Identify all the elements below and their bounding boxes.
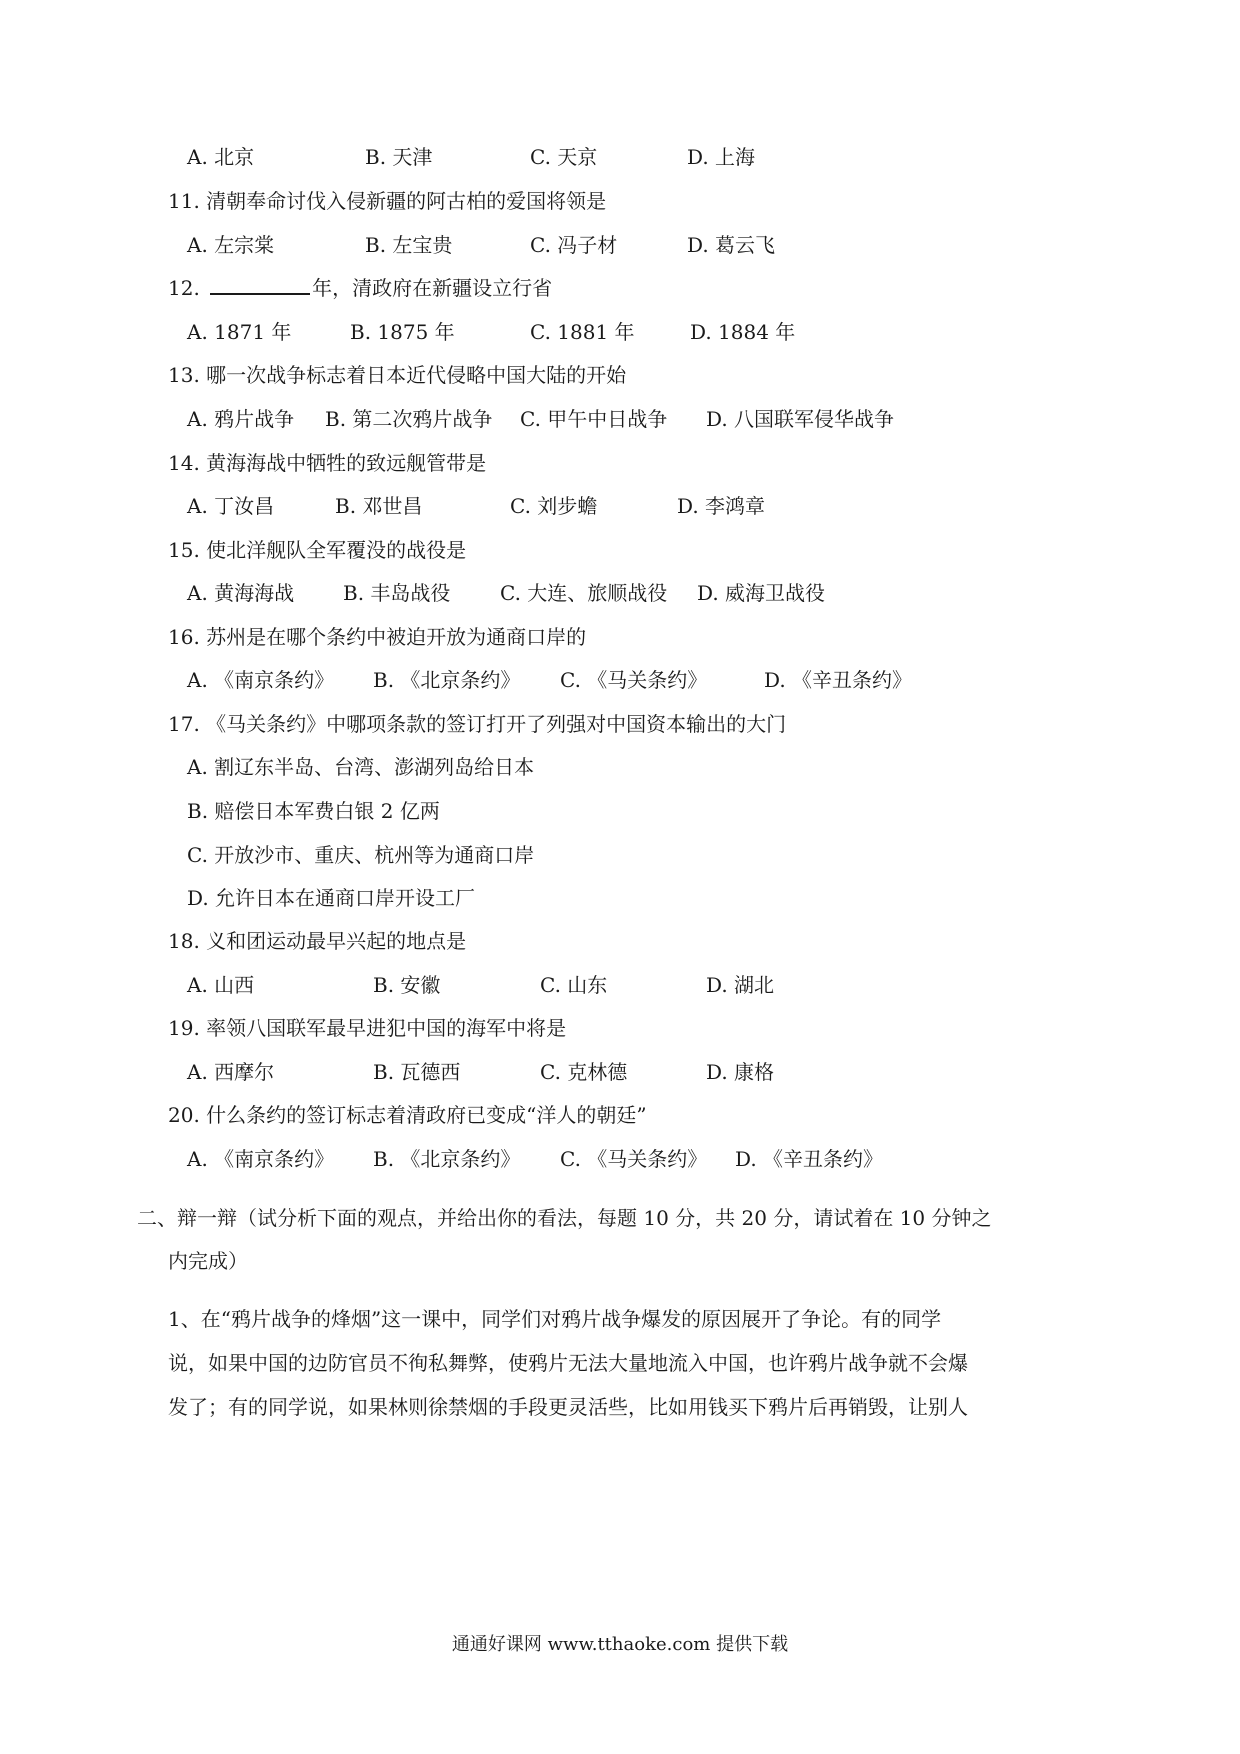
option-c: C. 克林德 (540, 1060, 628, 1084)
question-19-options (0, 1059, 1240, 1085)
option-d: D. 《辛丑条约》 (735, 1147, 884, 1171)
question-16-options (0, 667, 1240, 693)
option-b: B. 丰岛战役 (343, 581, 451, 605)
question-19-stem: 19. 率领八国联军最早进犯中国的海军中将是 (168, 1016, 567, 1040)
option-c: C. 《马关条约》 (560, 1147, 708, 1171)
question-12-number: 12. (168, 276, 207, 300)
option-b: B. 1875 年 (350, 320, 455, 344)
option-c: C. 开放沙市、重庆、杭州等为通商口岸 (187, 843, 535, 867)
option-b: B. 《北京条约》 (373, 1147, 521, 1171)
option-b: B. 赔偿日本军费白银 2 亿两 (187, 799, 440, 823)
option-d: D. 《辛丑条约》 (764, 668, 913, 692)
option-b: B. 第二次鸦片战争 (325, 407, 493, 431)
question-20-options (0, 1146, 1240, 1172)
option-a: A. 北京 (187, 145, 255, 169)
option-d: D. 八国联军侵华战争 (706, 407, 895, 431)
section-2-heading-continued: 内完成） (168, 1249, 248, 1273)
option-c: C. 1881 年 (530, 320, 635, 344)
option-b: B. 瓦德西 (373, 1060, 461, 1084)
question-14-stem: 14. 黄海海战中牺牲的致远舰管带是 (168, 451, 487, 475)
debate-paragraph-line: 说，如果中国的边防官员不徇私舞弊，使鸦片无法大量地流入中国，也许鸦片战争就不会爆 (168, 1351, 968, 1375)
option-a: A. 西摩尔 (187, 1060, 275, 1084)
option-b: B. 天津 (365, 145, 433, 169)
question-18-stem: 18. 义和团运动最早兴起的地点是 (168, 929, 467, 953)
question-14-options (0, 493, 1240, 519)
option-d: D. 上海 (687, 145, 756, 169)
option-c: C. 甲午中日战争 (520, 407, 668, 431)
option-d: D. 湖北 (706, 973, 775, 997)
option-b: B. 《北京条约》 (373, 668, 521, 692)
option-c: C. 大连、旅顺战役 (500, 581, 668, 605)
option-c: C. 冯子材 (530, 233, 618, 257)
option-b: B. 左宝贵 (365, 233, 453, 257)
question-16-stem: 16. 苏州是在哪个条约中被迫开放为通商口岸的 (168, 625, 587, 649)
option-a: A. 鸦片战争 (187, 407, 295, 431)
section-2-heading: 二、辩一辩（试分析下面的观点，并给出你的看法，每题 10 分，共 20 分，请试着在 10 分钟之 (137, 1206, 992, 1230)
debate-paragraph-line: 1、在“鸦片战争的烽烟”这一课中，同学们对鸦片战争爆发的原因展开了争论。有的同学 (168, 1307, 942, 1331)
option-c: C. 山东 (540, 973, 608, 997)
option-c: C. 天京 (530, 145, 598, 169)
question-20-stem: 20. 什么条约的签订标志着清政府已变成“洋人的朝廷” (168, 1103, 647, 1127)
option-d: D. 威海卫战役 (697, 581, 826, 605)
question-12-options (0, 319, 1240, 345)
question-10-options (0, 144, 1240, 170)
option-a: A. 左宗棠 (187, 233, 275, 257)
question-12-stem (168, 275, 552, 301)
question-13-options (0, 406, 1240, 432)
question-13-stem: 13. 哪一次战争标志着日本近代侵略中国大陆的开始 (168, 363, 627, 387)
question-18-options (0, 972, 1240, 998)
fill-in-blank (210, 275, 310, 295)
option-d: D. 李鸿章 (677, 494, 766, 518)
option-a: A. 黄海海战 (187, 581, 295, 605)
option-a: A. 山西 (187, 973, 255, 997)
option-a: A. 《南京条约》 (187, 1147, 335, 1171)
question-11-stem: 11. 清朝奉命讨伐入侵新疆的阿古柏的爱国将领是 (168, 189, 607, 213)
question-11-options (0, 232, 1240, 258)
option-a: A. 《南京条约》 (187, 668, 335, 692)
debate-paragraph-line: 发了；有的同学说，如果林则徐禁烟的手段更灵活些，比如用钱买下鸦片后再销毁，让别人 (168, 1395, 968, 1419)
option-a: A. 1871 年 (187, 320, 292, 344)
question-15-options (0, 580, 1240, 606)
option-a: A. 割辽东半岛、台湾、澎湖列岛给日本 (187, 755, 535, 779)
option-d: D. 允许日本在通商口岸开设工厂 (187, 886, 476, 910)
option-c: C. 《马关条约》 (560, 668, 708, 692)
option-a: A. 丁汝昌 (187, 494, 275, 518)
option-d: D. 1884 年 (690, 320, 796, 344)
question-15-stem: 15. 使北洋舰队全军覆没的战役是 (168, 538, 467, 562)
option-c: C. 刘步蟾 (510, 494, 598, 518)
option-b: B. 邓世昌 (335, 494, 423, 518)
page-footer: 通通好课网 www.tthaoke.com 提供下载 (451, 1634, 789, 1655)
question-17-stem: 17. 《马关条约》中哪项条款的签订打开了列强对中国资本输出的大门 (168, 712, 787, 736)
option-d: D. 葛云飞 (687, 233, 776, 257)
question-12-text: 年，清政府在新疆设立行省 (312, 276, 553, 300)
option-d: D. 康格 (706, 1060, 775, 1084)
option-b: B. 安徽 (373, 973, 441, 997)
